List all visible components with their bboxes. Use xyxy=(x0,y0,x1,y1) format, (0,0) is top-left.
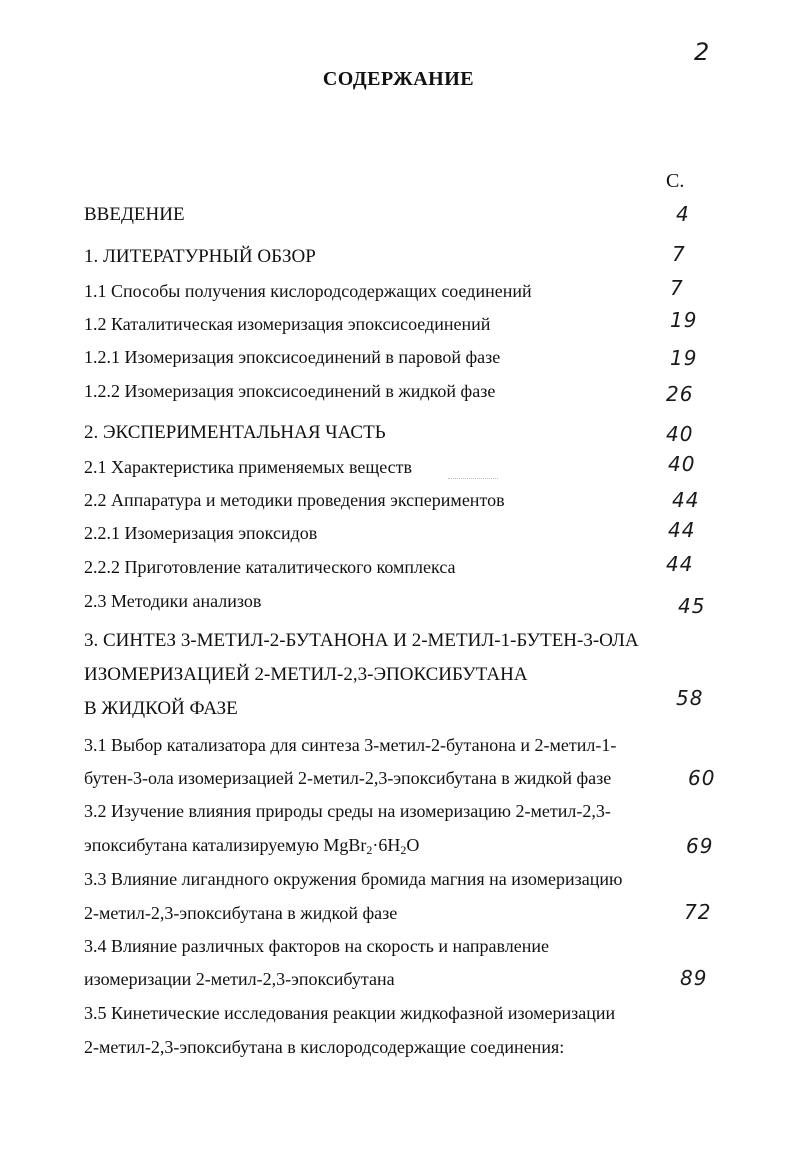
toc-entry-1-2-1: 1.2.1 Изомеризация эпоксисоединений в паровой фазе xyxy=(84,347,501,367)
toc-entry-3-4-line-1: 3.4 Влияние различных факторов на скорость и направление xyxy=(84,936,550,956)
toc-entry-3-2-line-2 xyxy=(84,834,419,856)
scan-specks xyxy=(448,478,498,483)
toc-entry-2: 2. ЭКСПЕРИМЕНТАЛЬНАЯ ЧАСТЬ xyxy=(84,422,386,443)
toc-entry-3-line-3: В ЖИДКОЙ ФАЗЕ xyxy=(84,698,238,719)
page-title: СОДЕРЖАНИЕ xyxy=(322,68,475,90)
toc-entry-2-2-2: 2.2.2 Приготовление каталитического комплекса xyxy=(84,557,456,577)
toc-page-number: 26 xyxy=(666,382,694,406)
toc-entry-3-1-line-1: 3.1 Выбор катализатора для синтеза 3-метил-2-бутанона и 2-метил-1- xyxy=(84,735,617,755)
toc-page-number: 89 xyxy=(680,966,708,990)
toc-page-number: 4 xyxy=(676,202,690,226)
toc-page-number: 44 xyxy=(666,552,694,576)
toc-page-number: 40 xyxy=(668,452,696,476)
toc-page-number: 7 xyxy=(670,276,684,300)
toc-entry-2-2: 2.2 Аппаратура и методики проведения экспериментов xyxy=(84,490,505,510)
toc-entry-3-5-line-1: 3.5 Кинетические исследования реакции жидкофазной изомеризации xyxy=(84,1003,616,1023)
toc-entry-2-3: 2.3 Методики анализов xyxy=(84,591,262,611)
toc-page-number: 69 xyxy=(686,834,714,858)
toc-entry-2-1: 2.1 Характеристика применяемых веществ xyxy=(84,457,412,477)
toc-entry-3-5-line-2: 2-метил-2,3-эпоксибутана в кислородсодержащие соединения: xyxy=(84,1037,565,1057)
toc-page-number: 58 xyxy=(676,686,704,710)
toc-entry-3-2-text: эпоксибутана катализируемую MgBr xyxy=(84,835,367,855)
toc-entry-3-3-line-1: 3.3 Влияние лигандного окружения бромида магния на изомеризацию xyxy=(84,869,623,889)
toc-page-number: 72 xyxy=(684,900,712,924)
toc-entry-3-1-line-2: бутен-3-ола изомеризацией 2-метил-2,3-эпоксибутана в жидкой фазе xyxy=(84,768,612,788)
toc-page-number: 44 xyxy=(672,488,700,512)
toc-page-number: 19 xyxy=(670,346,698,370)
toc-page-number: 7 xyxy=(672,242,686,266)
toc-page-number: 60 xyxy=(688,766,716,790)
page-number: 2 xyxy=(694,38,711,66)
toc-page-number: 19 xyxy=(670,308,698,332)
toc-page-number: 45 xyxy=(678,594,706,618)
toc-entry-2-2-1: 2.2.1 Изомеризация эпоксидов xyxy=(84,523,318,543)
toc-entry-1: 1. ЛИТЕРАТУРНЫЙ ОБЗОР xyxy=(84,246,316,267)
toc-entry-1-2-2: 1.2.2 Изомеризация эпоксисоединений в жидкой фазе xyxy=(84,381,496,401)
toc-page-number: 44 xyxy=(668,518,696,542)
formula-part: ·6H xyxy=(372,835,401,855)
toc-page-number: 40 xyxy=(666,422,694,446)
toc-entry-1-1: 1.1 Способы получения кислородсодержащих соединений xyxy=(84,281,532,301)
toc-entry-3-line-2: ИЗОМЕРИЗАЦИЕЙ 2-МЕТИЛ-2,3-ЭПОКСИБУТАНА xyxy=(84,664,528,685)
page-column-label: С. xyxy=(666,170,685,192)
formula-subscript: 2 xyxy=(400,843,407,857)
toc-entry-1-2: 1.2 Каталитическая изомеризация эпоксисоединений xyxy=(84,314,491,334)
toc-entry-3-line-1: 3. СИНТЕЗ 3-МЕТИЛ-2-БУТАНОНА И 2-МЕТИЛ-1-БУТЕН-3-ОЛА xyxy=(84,630,639,651)
toc-entry-3-2-line-1: 3.2 Изучение влияния природы среды на изомеризацию 2-метил-2,3- xyxy=(84,801,611,821)
formula-subscript: 2 xyxy=(366,843,373,857)
toc-entry-3-3-line-2: 2-метил-2,3-эпоксибутана в жидкой фазе xyxy=(84,903,398,923)
toc-entry-3-4-line-2: изомеризации 2-метил-2,3-эпоксибутана xyxy=(84,969,395,989)
toc-entry-intro: ВВЕДЕНИЕ xyxy=(84,204,185,225)
formula-part: O xyxy=(406,835,420,855)
